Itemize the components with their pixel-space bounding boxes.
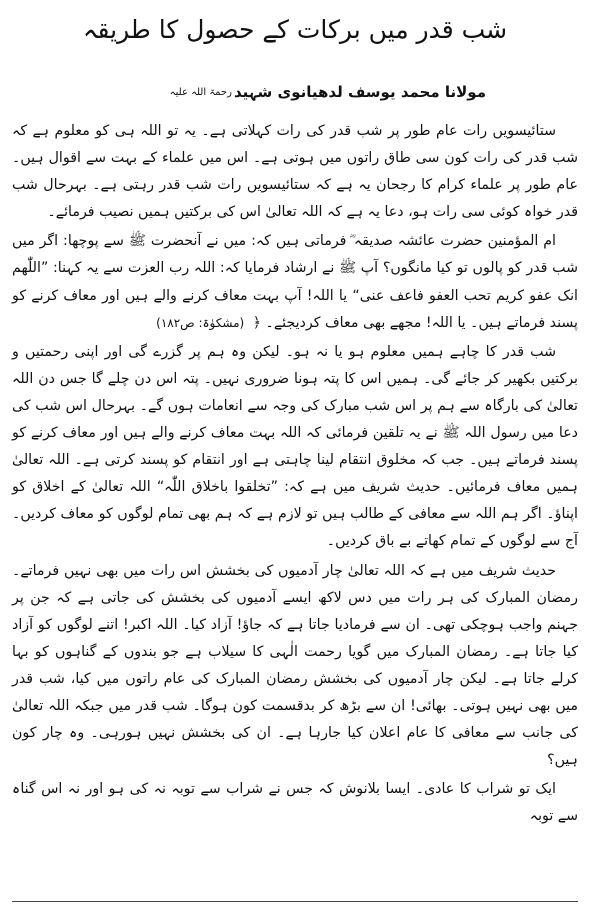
paragraph-4 (12, 558, 578, 775)
article-body (12, 118, 578, 830)
paragraph-5 (12, 776, 578, 830)
bottom-rule (12, 901, 578, 902)
paragraph-text: حدیث شریف میں ہے کہ اللہ تعالیٰ چار آدمیوں کی بخشش اس رات میں بھی نہیں فرماتے۔ رمضان المبارک کی ہر رات میں دس لاکھ ایسے آدمیوں کی بخشش کی جاتی ہے کہ جن پر جہنم واجب ہوچکی تھی۔ ان سے فرمادیا جاتا ہے کہ جاؤ! آزاد کیا۔ اللہ اکبر! اتنے لوگوں کو آزاد کیا جاتا ہے۔ رمضان المبارک میں گویا رحمت الٰہی کا سیلاب ہے جو بندوں کے گناہوں کو بہا کرلے جاتا ہے۔ لیکن چار آدمیوں کی بخشش رمضان المبارک کی عام راتوں میں کیا، شب قدر میں بھی نہیں ہوتی۔ بھائی! ان سے بڑھ کر بدقسمت کون ہوگا۔ شب قدر میں جبکہ اللہ تعالیٰ کی جانب سے معافی کا عام اعلان کیا جارہا ہے۔ ان کی بخشش نہیں ہورہی۔ وہ چار کون ہیں؟ (12, 562, 578, 769)
paragraph-text: ستائیسویں رات عام طور پر شب قدر کی رات کہلاتی ہے۔ یہ تو اللہ ہی کو معلوم ہے کہ شب قدر کی رات کون سی طاق راتوں میں ہوتی ہے۔ اس میں علماء کے بہت سے اقوال ہیں۔ عام طور پر علماء کرام کا رجحان یہ ہے کہ ستائیسویں رات شب قدر رہتی ہے۔ بہرحال شب قدر خواہ کوئی سی رات ہو، دعا یہ ہے کہ اللہ تعالیٰ اس کی برکتیں ہمیں نصیب فرمائے۔ (12, 123, 578, 221)
honorific-mark: رحمۃ اللہ علیہ (169, 86, 232, 98)
author-name: مولانا محمد یوسف لدھیانوی شہید (233, 83, 486, 101)
paragraph-2 (12, 228, 578, 336)
paragraph-text: شب قدر کا چاہے ہمیں معلوم ہو یا نہ ہو۔ لیکن وہ ہم پر گزرے گی اور اپنی رحمتیں و برکتیں بکھیر کر جائے گی۔ ہمیں اس کا پتہ ہونا ضروری نہیں۔ پتہ اس دن چلے گا جس دن اللہ تعالیٰ کی بارگاہ سے ہم پر اس شب مبارک کی وجہ سے انعامات ہوں گے۔ بہرحال اس شب کی دعا میں رسول اللہ ﷺ نے یہ تلقین فرمائی کہ اللہ بہت معاف کرنے والے ہیں اور معاف کرنے کو پسند فرماتے ہیں۔ جب کہ مخلوق انتقام لینا چاہتی ہے اور انتقام کو پسند کرتی ہے۔ اللہ تعالیٰ ہمیں معاف فرمائیں۔ حدیث شریف میں ہے کہ: ”تخلقوا باخلاق اللّٰہ“ اللہ تعالیٰ کے اخلاق کو اپناؤ۔ اگر ہم اللہ سے معافی کے طالب ہیں تو لازم ہے کہ ہم بھی تمام لوگوں کو معاف کردیں۔ آج سے لوگوں کے تمام کھاتے بے باق کردیں۔ (12, 343, 578, 550)
paragraph-1 (12, 118, 578, 226)
paragraph-3 (12, 339, 578, 556)
paragraph-text: ایک تو شراب کا عادی۔ ایسا بلانوش کہ جس نے شراب سے توبہ نہ کی ہو اور نہ اس گناہ سے توبہ (12, 781, 578, 825)
author-line (12, 78, 578, 106)
paragraph-text: ام المؤمنین حضرت عائشہ صدیقہ ؓ فرماتی ہیں کہ: میں نے آنحضرت ﷺ سے پوچھا: اگر میں شب قدر کو پالوں تو کیا مانگوں؟ آپ ﷺ نے ارشاد فرمایا کہ: اللہ رب العزت سے یہ کہنا: ”اللّٰھم انک عفو کریم تحب العفو فاعف عنی“ یا اللہ! آپ بہت معاف کرنے والے ہیں اور معاف کرنے کو پسند فرماتے ہیں۔ یا اللہ! مجھے بھی معاف کردیجئے۔ ﴿ (12, 233, 578, 331)
page-title: شب قدر میں برکات کے حصول کا طریقہ (82, 15, 508, 44)
reference-citation: (مشکوٰۃ: ص۱۸۲) (156, 315, 245, 330)
